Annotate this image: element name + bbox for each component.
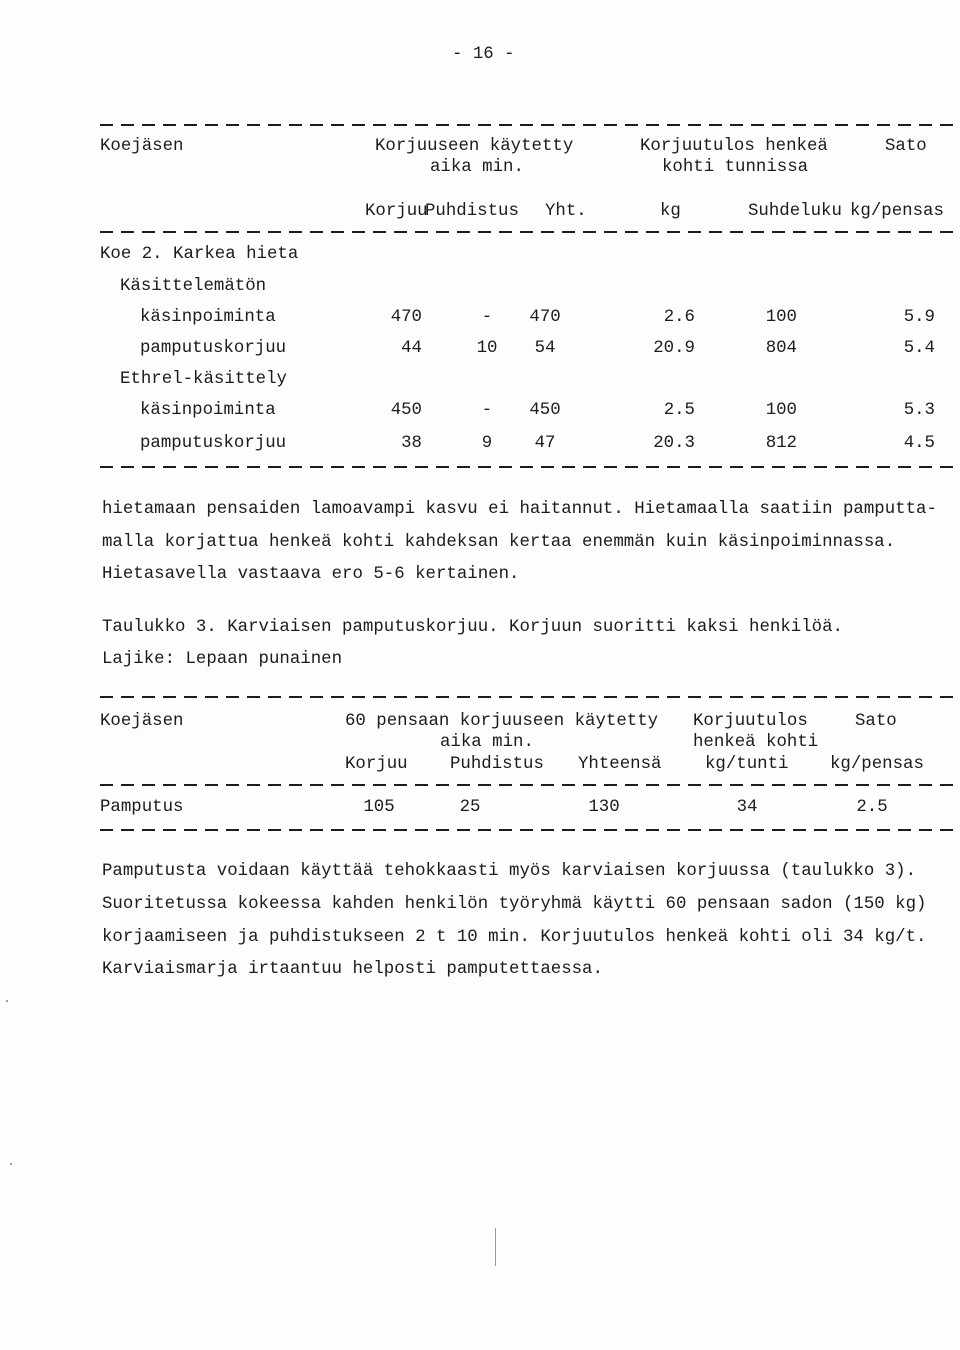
row-total: 47	[534, 434, 556, 453]
table2-bottom-rule	[100, 829, 955, 831]
row-method: käsinpoiminta	[140, 401, 276, 420]
table2-caption: Taulukko 3. Karviaisen pamputuskorjuu. Korjuun suoritti kaksi henkilöä.	[102, 618, 843, 637]
paragraph1-line: malla korjattua henkeä kohti kahdeksan kertaa enemmän kuin käsinpoiminnassa.	[102, 533, 896, 552]
row-harvest: 470	[390, 308, 422, 327]
table1-header-time-title: Korjuuseen käytetty	[375, 137, 574, 156]
row-method: pamputuskorjuu	[140, 434, 287, 453]
table2-header-member: Koejäsen	[100, 712, 184, 731]
table1-col-total: Yht.	[545, 202, 587, 221]
row-total: 470	[529, 308, 561, 327]
table2-variety: Lajike: Lepaan punainen	[102, 650, 343, 669]
table1-col-kg: kg	[660, 202, 681, 221]
paragraph2-line: Pamputusta voidaan käyttää tehokkaasti myös karviaisen korjuussa (taulukko 3).	[102, 862, 917, 881]
row-yield: 2.5	[856, 798, 888, 817]
paragraph2-line: korjaamiseen ja puhdistukseen 2 t 10 min. Korjuutulos henkeä kohti oli 34 kg/t.	[102, 928, 927, 947]
paragraph1-line: Hietasavella vastaava ero 5-6 kertainen.	[102, 565, 520, 584]
table-row	[0, 401, 960, 421]
table1-header-yield-subtitle: kohti tunnissa	[662, 158, 809, 177]
row-kg-per-hour: 34	[736, 798, 758, 817]
table1-header-rule	[100, 231, 955, 233]
table-row	[0, 434, 960, 454]
table1-header-member: Koejäsen	[100, 137, 184, 156]
table-row	[0, 339, 960, 359]
table2-top-rule	[100, 696, 955, 698]
row-cleaning: 9	[481, 434, 493, 453]
table2-col-harvest: Korjuu	[345, 755, 408, 774]
table1-col-ratio: Suhdeluku	[748, 202, 842, 221]
table1-group-label: Käsittelemätön	[120, 277, 267, 296]
row-method: pamputuskorjuu	[140, 339, 287, 358]
row-yield: 5.4	[903, 339, 935, 358]
table2-header-crop: Sato	[855, 712, 897, 731]
row-kg: 20.3	[653, 434, 695, 453]
row-harvest: 44	[401, 339, 422, 358]
row-kg: 2.5	[663, 401, 695, 420]
row-method: Pamputus	[100, 798, 184, 817]
paragraph2-line: Suoritetussa kokeessa kahden henkilön työryhmä käytti 60 pensaan sadon (150 kg)	[102, 895, 927, 914]
table2-col-kg-per-hour: kg/tunti	[705, 755, 789, 774]
table2-col-kg-per-bush: kg/pensas	[830, 755, 924, 774]
row-yield: 5.3	[903, 401, 935, 420]
row-harvest: 38	[401, 434, 422, 453]
page-number: - 16 -	[452, 45, 515, 64]
row-method: käsinpoiminta	[140, 308, 276, 327]
row-ratio: 100	[765, 308, 797, 327]
table1-col-kg-per-bush: kg/pensas	[850, 202, 944, 221]
row-total: 54	[534, 339, 556, 358]
table1-col-cleaning: Puhdistus	[425, 202, 519, 221]
table1-bottom-rule	[100, 466, 955, 468]
table-row	[0, 308, 960, 328]
table2-header-rule	[100, 784, 955, 786]
table1-header-crop: Sato	[885, 137, 927, 156]
row-cleaning: -	[481, 401, 493, 420]
row-cleaning: -	[481, 308, 493, 327]
paragraph1-line: hietamaan pensaiden lamoavampi kasvu ei haitannut. Hietamaalla saatiin pamputta-	[102, 500, 937, 519]
table1-header-yield-title: Korjuutulos henkeä	[640, 137, 828, 156]
row-ratio: 804	[765, 339, 797, 358]
row-harvest: 450	[390, 401, 422, 420]
table2-col-cleaning: Puhdistus	[450, 755, 544, 774]
table2-header-yield-title: Korjuutulos	[693, 712, 808, 731]
row-ratio: 100	[765, 401, 797, 420]
scan-mark	[495, 1228, 496, 1266]
row-harvest: 105	[363, 798, 395, 817]
table1-experiment-title: Koe 2. Karkea hieta	[100, 245, 299, 264]
scan-mark	[6, 1000, 8, 1002]
table1-top-rule	[100, 124, 955, 126]
table2-header-time-unit: aika min.	[440, 733, 534, 752]
table1-group-label: Ethrel-käsittely	[120, 370, 287, 389]
row-ratio: 812	[765, 434, 797, 453]
row-cleaning: 25	[459, 798, 481, 817]
table-row	[0, 798, 960, 818]
table1-col-harvest: Korjuu	[365, 202, 428, 221]
row-cleaning: 10	[476, 339, 498, 358]
row-yield: 4.5	[903, 434, 935, 453]
row-total: 130	[588, 798, 620, 817]
row-yield: 5.9	[903, 308, 935, 327]
scan-mark	[10, 1163, 12, 1165]
row-kg: 2.6	[663, 308, 695, 327]
table1-header-time-unit: aika min.	[430, 158, 524, 177]
row-kg: 20.9	[653, 339, 695, 358]
table2-header-time-title: 60 pensaan korjuuseen käytetty	[345, 712, 659, 731]
table2-col-total: Yhteensä	[578, 755, 662, 774]
table2-header-yield-subtitle: henkeä kohti	[693, 733, 819, 752]
paragraph2-line: Karviaismarja irtaantuu helposti pamputettaessa.	[102, 960, 603, 979]
row-total: 450	[529, 401, 561, 420]
